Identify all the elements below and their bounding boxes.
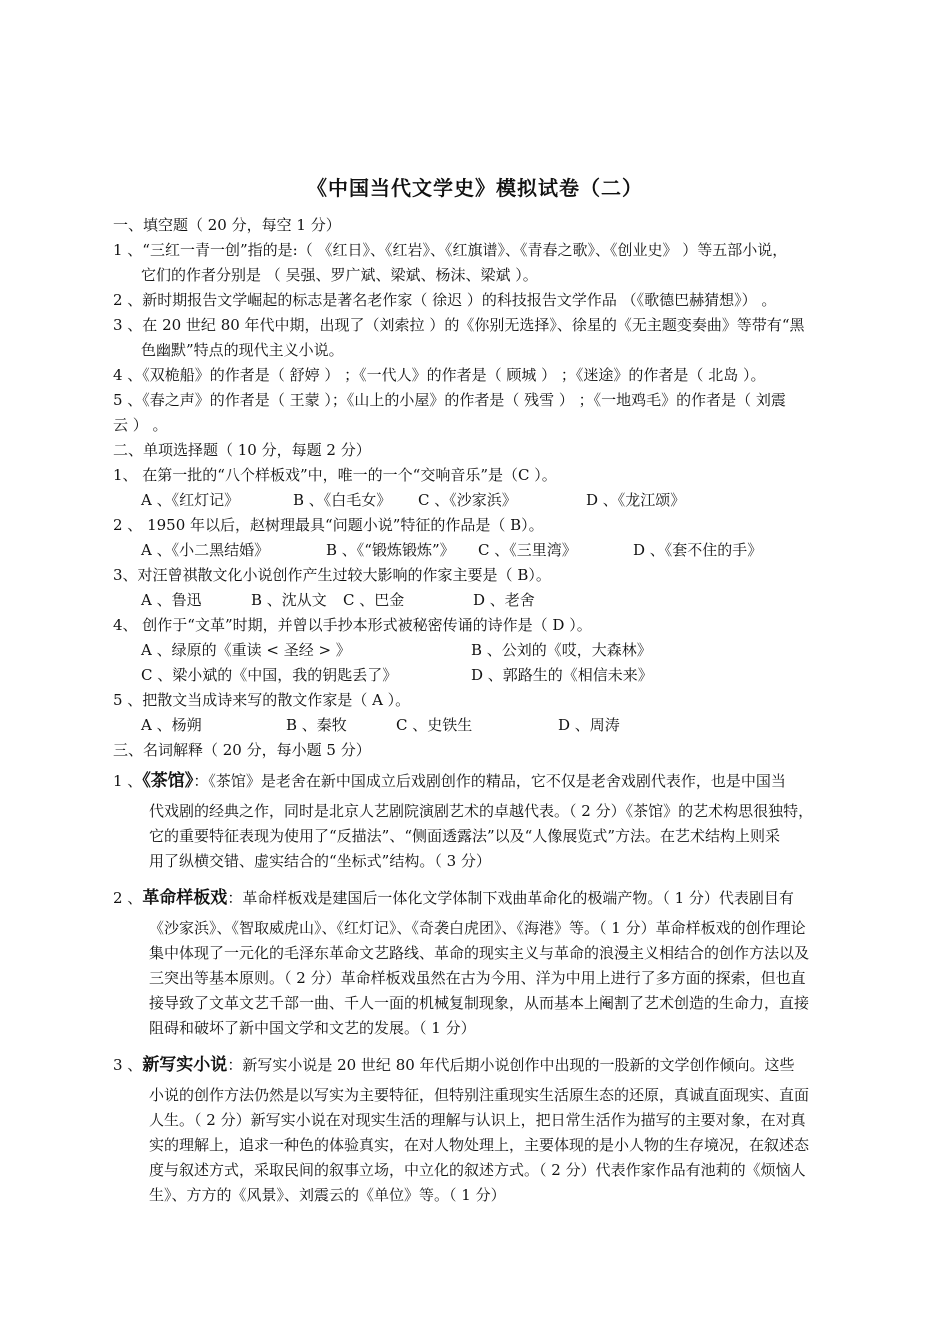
option-row <box>113 638 883 663</box>
option-a: A 、鲁迅 <box>141 591 202 609</box>
question-text: 5 、把散文当成诗来写的散文作家是（ A ）。 <box>113 691 411 709</box>
term-definition-start: ：新写实小说是 20 世纪 80 年代后期小说创作中出现的一股新的文学创作倾向。这些 <box>227 1056 795 1074</box>
option-a: A 、《红灯记》 <box>141 491 240 509</box>
option-row <box>113 588 883 613</box>
option-row <box>113 488 883 513</box>
option-b: B 、沈从文 <box>251 591 327 609</box>
exam-content <box>113 213 883 1208</box>
term-name: 革命样板戏 <box>142 888 228 908</box>
option-a: A 、杨朔 <box>141 716 202 734</box>
question-text: 4、 创作于“文革”时期，并曾以手抄本形式被秘密传诵的诗作是（ D ）。 <box>113 616 592 634</box>
question-text: 1 、“三红一青一创”指的是:（ 《红日》、《红岩》、《红旗谱》、《青春之歌》、《创业史》 ）等五部小说， <box>113 241 788 259</box>
term-name: 《茶馆》 <box>142 771 194 791</box>
option-c: C 、《三里湾》 <box>478 541 577 559</box>
option-c: C 、巴金 <box>343 591 405 609</box>
option-d: D 、《龙江颂》 <box>586 491 686 509</box>
option-d: D 、郭路生的《相信未来》 <box>471 666 653 684</box>
question-text: 它们的作者分别是 （ 吴强、罗广斌、梁斌、杨沫、梁斌 ）。 <box>141 266 538 284</box>
definition-line: 度与叙述方式，采取民间的叙事立场，中立化的叙述方式。（ 2 分）代表作家作品有池莉的《烦恼人 <box>149 1161 806 1179</box>
term-definition-start: ：《茶馆》是老舍在新中国成立后戏剧创作的精品，它不仅是老舍戏剧代表作，也是中国当 <box>193 772 786 790</box>
definition-line: 人生。（ 2 分）新写实小说在对现实生活的理解与认识上，把日常生活作为描写的主要对象，在对真 <box>149 1111 806 1129</box>
term-1 <box>113 767 883 795</box>
term-definition <box>113 1083 883 1208</box>
option-b: B 、公刘的《哎，大森林》 <box>471 641 652 659</box>
option-c: C 、史铁生 <box>396 716 473 734</box>
question-text: 色幽默”特点的现代主义小说。 <box>141 341 344 359</box>
definition-line: 三突出等基本原则。（ 2 分）革命样板戏虽然在古为今用、洋为中用上进行了多方面的探索，但也直 <box>149 969 806 987</box>
option-d: D 、老舍 <box>473 591 535 609</box>
term-number: 2 、 <box>113 889 143 907</box>
option-row <box>113 713 883 738</box>
option-d: D 、周涛 <box>558 716 620 734</box>
term-definition <box>113 799 883 874</box>
section-heading: 三、名词解释（ 20 分，每小题 5 分） <box>113 741 371 759</box>
term-3 <box>113 1051 883 1079</box>
option-d: D 、《套不住的手》 <box>633 541 763 559</box>
section-heading: 一、填空题（ 20 分，每空 1 分） <box>113 216 341 234</box>
page-title: 《中国当代文学史》模拟试卷（二） <box>307 176 643 200</box>
option-c: C 、《沙家浜》 <box>418 491 517 509</box>
definition-line: 它的重要特征表现为使用了“反描法”、“侧面透露法”以及“人像展览式”方法。在艺术结构上则采 <box>149 827 781 845</box>
option-b: B 、秦牧 <box>286 716 347 734</box>
definition-line: 生》、方方的《风景》、刘震云的《单位》等。（ 1 分） <box>149 1186 506 1204</box>
definition-line: 集中体现了一元化的毛泽东革命文艺路线、革命的现实主义与革命的浪漫主义相结合的创作方法以及 <box>149 944 810 962</box>
option-a: A 、绿原的《重读 < 圣经 > 》 <box>141 641 351 659</box>
term-definition-start: ：革命样板戏是建国后一体化文学体制下戏曲革命化的极端产物。（ 1 分）代表剧目有 <box>227 889 794 907</box>
definition-line: 小说的创作方法仍然是以写实为主要特征，但特别注重现实生活原生态的还原，真诚直面现实、直面 <box>149 1086 810 1104</box>
question-text: 4 、《双桅船》的作者是（ 舒婷 ） ；《一代人》的作者是（ 顾城 ） ；《迷途》的作者是（ 北岛 ）。 <box>113 366 766 384</box>
question-text: 1、 在第一批的“八个样板戏”中，唯一的一个“交响音乐”是（C ）。 <box>113 466 557 484</box>
question-text: 5 、《春之声》的作者是（ 王蒙 ）；《山上的小屋》的作者是（ 残雪 ） ；《一地鸡毛》的作者是（ 刘震 <box>113 391 786 409</box>
definition-line: 代戏剧的经典之作，同时是北京人艺剧院演剧艺术的卓越代表。（ 2 分）《茶馆》的艺术构思很独特， <box>149 802 814 820</box>
option-row <box>113 663 883 688</box>
option-c: C 、梁小斌的《中国，我的钥匙丢了》 <box>141 666 398 684</box>
term-name: 新写实小说 <box>142 1055 228 1075</box>
option-row <box>113 538 883 563</box>
question-text: 2 、 1950 年以后，赵树理最具“问题小说”特征的作品是（ B）。 <box>113 516 544 534</box>
definition-line: 《沙家浜》、《智取威虎山》、《红灯记》、《奇袭白虎团》、《海港》等。（ 1 分）革命样板戏的创作理论 <box>149 919 806 937</box>
definition-line: 阻碍和破坏了新中国文学和文艺的发展。（ 1 分） <box>149 1019 476 1037</box>
option-b: B 、《“锻炼锻炼”》 <box>326 541 455 559</box>
section-heading: 二、单项选择题（ 10 分，每题 2 分） <box>113 441 371 459</box>
question-text: 2 、新时期报告文学崛起的标志是著名老作家（ 徐迟 ）的科技报告文学作品 （《歌德巴赫猜想》） 。 <box>113 291 777 309</box>
term-definition <box>113 916 883 1041</box>
option-a: A 、《小二黑结婚》 <box>141 541 270 559</box>
question-text: 3 、在 20 世纪 80 年代中期，出现了（刘索拉 ）的《你别无选择》、徐星的《无主题变奏曲》等带有“黑 <box>113 316 805 334</box>
option-b: B 、《白毛女》 <box>293 491 392 509</box>
term-2 <box>113 884 883 912</box>
term-number: 3 、 <box>113 1056 143 1074</box>
term-number: 1 、 <box>113 772 143 790</box>
definition-line: 实的理解上，追求一种色的体验真实，在对人物处理上，主要体现的是小人物的生存境况，在叙述态 <box>149 1136 810 1154</box>
definition-line: 用了纵横交错、虚实结合的“坐标式”结构。（ 3 分） <box>149 852 491 870</box>
definition-line: 接导致了文革文艺千部一曲、千人一面的机械复制现象，从而基本上阉割了艺术创造的生命力，直接 <box>149 994 810 1012</box>
question-text: 云 ） 。 <box>113 416 168 434</box>
question-text: 3、对汪曾祺散文化小说创作产生过较大影响的作家主要是（ B）。 <box>113 566 551 584</box>
